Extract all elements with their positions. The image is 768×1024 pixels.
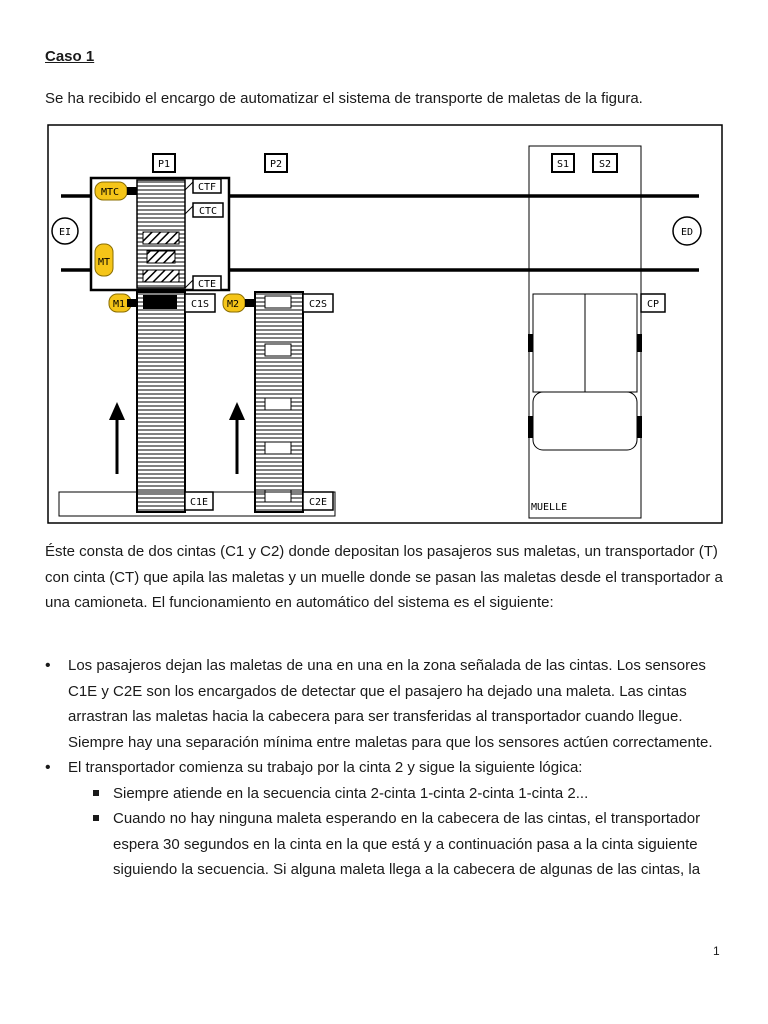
sensor-c1e	[185, 492, 213, 510]
svg-text:S2: S2	[598, 159, 612, 170]
svg-text:C2S: C2S	[308, 299, 328, 310]
c2-suitcase	[265, 344, 291, 356]
label-ei: EI	[58, 227, 72, 238]
c2-suitcase	[265, 296, 291, 308]
ct-suitcase	[147, 251, 175, 263]
page-number: 1	[713, 944, 720, 958]
motor-mt	[95, 244, 113, 276]
svg-text:P1: P1	[157, 159, 171, 170]
page-title: Caso 1	[45, 48, 95, 65]
c1-suitcase	[143, 295, 177, 309]
sensor-cp	[641, 294, 665, 312]
sensor-s2	[593, 154, 617, 172]
label-muelle: MUELLE	[531, 502, 568, 513]
sensor-s1	[552, 154, 574, 172]
c2-suitcase	[265, 442, 291, 454]
sub-list-item: Cuando no hay ninguna maleta esperando en la cabecera de las cintas, el transportador espera 30 segundos en la cinta en la que está y a continuación pasa a la cinta siguiente siguiendo la secuencia. Si alguna maleta llega a la cabecera de algunas de las cintas, la	[68, 806, 735, 883]
list-item: • Los pasajeros dejan las maletas de una en una en la zona señalada de las cintas. Los sensores C1E y C2E son los encargados de detectar que el pasajero ha dejado una maleta. Las cintas arrastran las maletas hacia la cabecera para ser transferidas al transportador cuando llegue. Siempre hay una separación mínima entre maletas para que los sensores actúen correctamente.	[45, 653, 735, 755]
svg-text:C2E: C2E	[308, 497, 328, 508]
sensor-ei	[52, 218, 78, 244]
svg-text:CTE: CTE	[197, 279, 217, 290]
sensor-p2	[265, 154, 287, 172]
ct-suitcase	[143, 232, 179, 244]
ct-suitcase	[143, 270, 179, 282]
description-paragraph: Éste consta de dos cintas (C1 y C2) donde depositan los pasajeros sus maletas, un transportador (T) con cinta (CT) que apila las maletas y un muelle donde se pasan las maletas desde el transportador a una camioneta. El funcionamiento en automático del sistema es el siguiente:	[45, 543, 723, 611]
svg-text:P2: P2	[269, 159, 283, 170]
svg-text:CP: CP	[646, 299, 660, 310]
sensor-c2e	[303, 492, 333, 510]
svg-text:C1S: C1S	[190, 299, 210, 310]
svg-text:M2: M2	[226, 299, 240, 310]
svg-text:MTC: MTC	[100, 187, 120, 198]
sub-list-item: Siempre atiende en la secuencia cinta 2-cinta 1-cinta 2-cinta 1-cinta 2...	[68, 781, 735, 807]
c2-suitcase	[265, 398, 291, 410]
sensor-c1s	[185, 294, 215, 312]
list-item: • El transportador comienza su trabajo por la cinta 2 y sigue la siguiente lógica: Siempre atiende en la secuencia cinta 2-cinta 1-cinta 2-cinta 1-cinta 2... Cuando no hay ninguna maleta esperando en la cabecera de las cintas, el transportador espera 30 segundos en la cinta en la que está y a continuación pasa a la cinta siguiente siguiendo la secuencia. Si alguna maleta llega a la cabecera de algunas de las cintas, la	[45, 755, 735, 883]
svg-text:CTF: CTF	[197, 182, 217, 193]
sensor-c2s	[303, 294, 333, 312]
van	[528, 294, 642, 450]
intro-paragraph: Se ha recibido el encargo de automatizar el sistema de transporte de maletas de la figura.	[45, 90, 643, 107]
sensor-ed	[673, 217, 701, 245]
svg-text:M1: M1	[112, 299, 126, 310]
svg-text:S1: S1	[556, 159, 570, 170]
sub-list	[68, 781, 735, 883]
svg-text:MT: MT	[97, 257, 111, 268]
label-ed: ED	[680, 227, 694, 238]
operation-list	[45, 653, 735, 883]
sensor-p1	[153, 154, 175, 172]
conveyor-c1	[137, 292, 185, 512]
svg-text:CTC: CTC	[198, 206, 218, 217]
svg-text:C1E: C1E	[189, 497, 209, 508]
baggage-system-diagram	[47, 124, 723, 524]
